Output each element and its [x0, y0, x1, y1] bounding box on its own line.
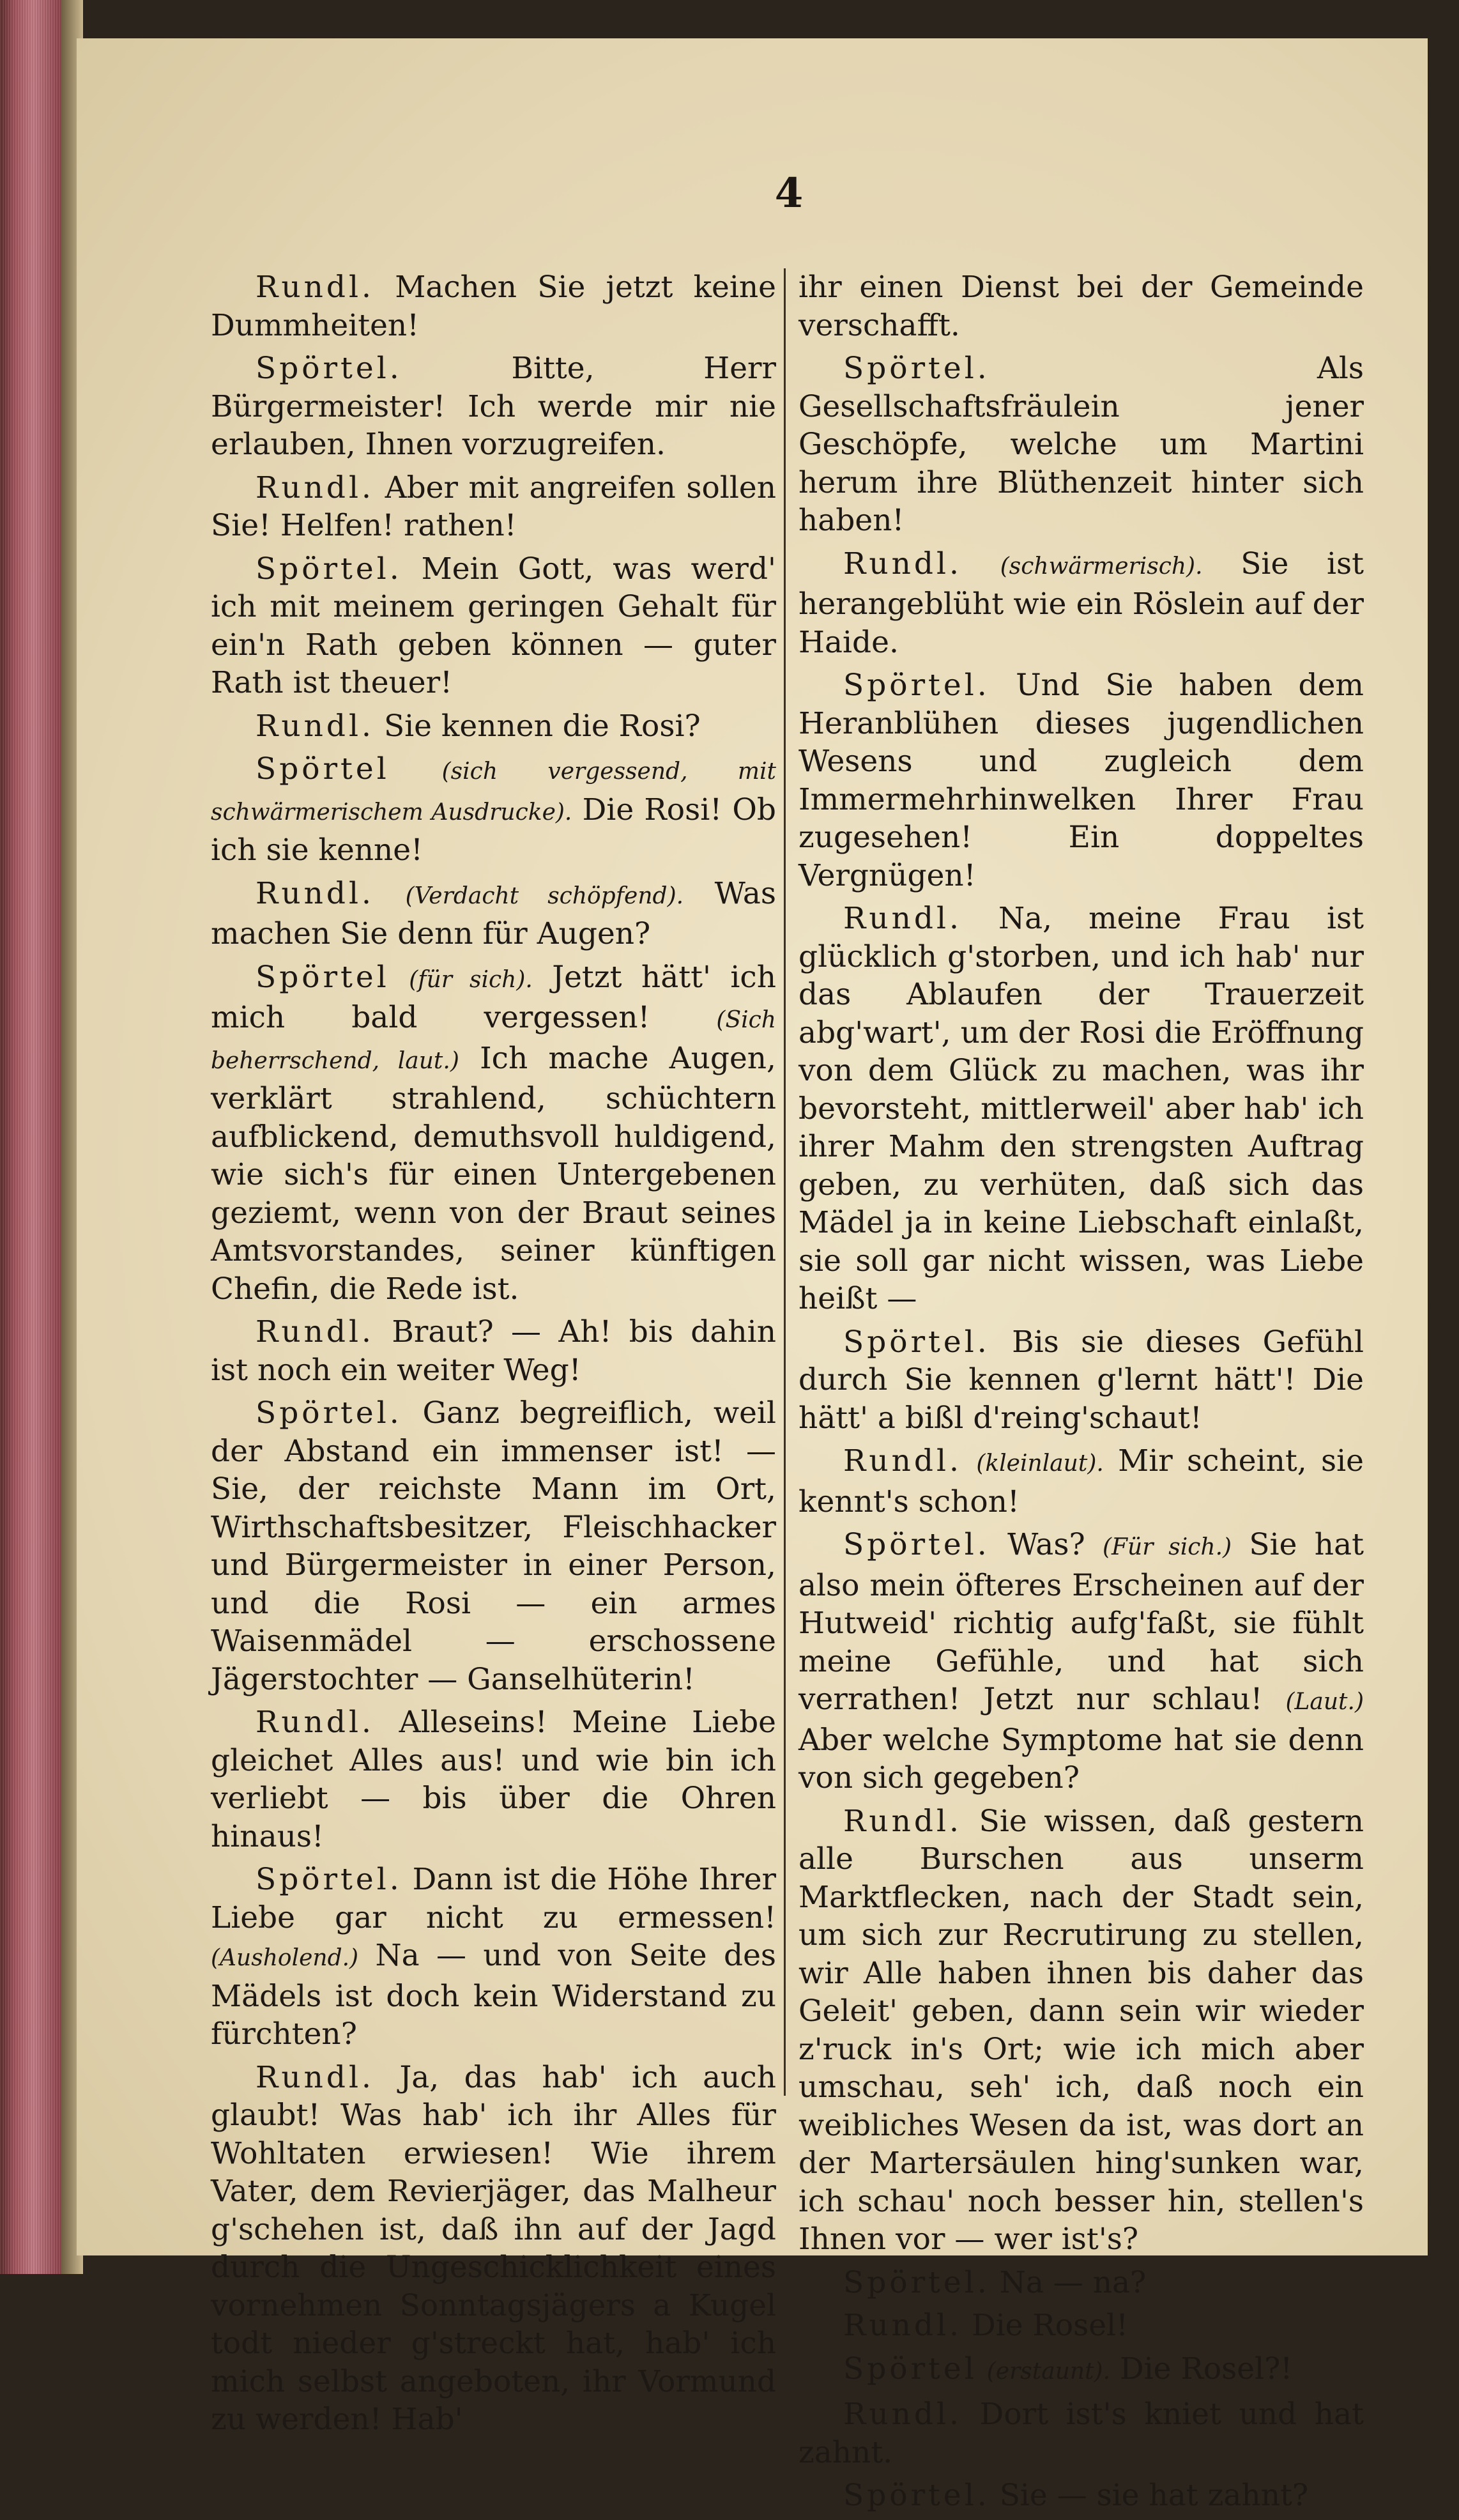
speaker-name: Spörtel.: [256, 351, 402, 386]
speech-paragraph: [211, 1394, 776, 1698]
dialogue-text: Na, meine Frau ist glücklich g'storben, und ich hab' nur das Ablaufen der Trauerzeit abg'wart', um der Rosi die Eröffnung von dem Glück zu machen, was ihr bevorsteht, mittlerweil' aber hab' ich ihrer Mahm den strengsten Auftrag geben, zu verhüten, daß sich das Mädel ja in keine Liebschaft einlaßt, sie soll gar nicht wissen, was Liebe heißt —: [798, 901, 1364, 1316]
speech-paragraph: [211, 350, 776, 464]
stage-direction: (Ausholend.): [211, 1945, 359, 1971]
speech-paragraph: [211, 1313, 776, 1389]
speech-paragraph: [211, 958, 776, 1309]
speech-paragraph: [798, 1526, 1364, 1797]
dialogue-text: Aber welche Symptome hat sie denn von sich gegeben?: [798, 1722, 1364, 1795]
dialogue-text: Als Gesellschaftsfräulein jener Geschöpfe, welche um Martini herum ihre Blüthenzeit hinter sich haben!: [798, 351, 1364, 538]
stage-direction: (Verdacht schöpfend).: [405, 882, 684, 909]
dialogue-text: ihr einen Dienst bei der Gemeinde verschafft.: [798, 270, 1364, 343]
dialogue-text: Sie ist herangeblüht wie ein Röslein auf der Haide.: [798, 546, 1364, 660]
speech-paragraph: [798, 545, 1364, 662]
speaker-name: Spörtel: [843, 2351, 977, 2386]
column-divider: [784, 268, 786, 2096]
speaker-name: Rundl.: [843, 546, 962, 581]
stage-direction: (erstaunt).: [986, 2358, 1111, 2385]
dialogue-text: Bitte, Herr Bürgermeister! Ich werde mir nie erlauben, Ihnen vorzugreifen.: [211, 351, 776, 462]
dialogue-text: Na — und von Seite des Mädels ist doch kein Widerstand zu fürchten?: [211, 1938, 776, 2052]
speech-paragraph: [211, 1861, 776, 2054]
speech-paragraph: [798, 1323, 1364, 1438]
speaker-name: Spörtel.: [256, 1862, 402, 1897]
speaker-name: Rundl.: [256, 270, 374, 305]
dialogue-text: Bis sie dieses Gefühl durch Sie kennen g'lernt hätt'! Die hätt' a bißl d'reing'schaut!: [798, 1324, 1364, 1436]
speaker-name: Rundl.: [256, 2059, 374, 2095]
dialogue-text: Jetzt hätt' ich mich bald vergessen!: [211, 959, 777, 1035]
dialogue-text: Was?: [1007, 1527, 1103, 1562]
speech-paragraph: [211, 1703, 776, 1855]
dialogue-text: Was machen Sie denn für Augen?: [211, 875, 776, 951]
speaker-name: Rundl.: [843, 2397, 962, 2432]
speaker-name: Rundl.: [843, 2308, 962, 2343]
speaker-name: Spörtel: [256, 959, 390, 995]
dialogue-text: Mir scheint, sie kennt's schon!: [798, 1443, 1364, 1519]
speech-paragraph: [211, 2059, 776, 2439]
speaker-name: Rundl.: [843, 1443, 962, 1479]
speaker-name: Rundl.: [256, 875, 374, 911]
dialogue-text: Ja, das hab' ich auch glaubt! Was hab' ich ihr Alles für Wohltaten erwiesen! Wie ihrem Vater, dem Revierjäger, das Malheur g'schehen ist, daß ihn auf der Jagd durch die Ungeschicklichkeit eines vornehmen Sonntagsjägers a Kugel todt nieder g'streckt hat, hab' ich mich selbst angeboten, ihr Vormund zu werden! Hab': [211, 2059, 776, 2437]
dialogue-text: Ganz begreiflich, weil der Abstand ein immenser ist! — Sie, der reichste Mann im Ort, Wirthschaftsbesitzer, Fleischhacker und Bürgermeister in einer Person, und die Rosi — ein armes Waisenmädel — erschossene Jägerstochter — Ganselhüterin!: [211, 1395, 776, 1697]
speech-paragraph: [798, 268, 1364, 344]
left-text-column: [211, 268, 776, 2444]
dialogue-text: Braut? — Ah! bis dahin ist noch ein weiter Weg!: [211, 1314, 776, 1388]
dialogue-text: Mein Gott, was werd' ich mit meinem geringen Gehalt für ein'n Rath geben können — guter Rath ist theuer!: [211, 551, 776, 700]
speaker-name: Spörtel.: [256, 551, 402, 587]
speaker-name: Spörtel.: [843, 2478, 990, 2513]
dialogue-text: Aber mit angreifen sollen Sie! Helfen! rathen!: [211, 470, 776, 543]
dialogue-text: Und Sie haben dem Heranblühen dieses jugendlichen Wesens und zugleich dem Immermehrhinwelken Ihrer Frau zugesehen! Ein doppeltes Vergnügen!: [798, 668, 1364, 893]
dialogue-text: Dort ist's kniet und hat zahnt.: [798, 2397, 1364, 2470]
stage-direction: (Sich beherrschend, laut.): [211, 1007, 776, 1074]
dialogue-text: Sie wissen, daß gestern alle Burschen aus unserm Marktflecken, nach der Stadt sein, um sich zur Recrutirung zu stellen, wir Alle haben ihnen bis daher das Geleit' geben, dann sein wir wieder z'ruck in's Ort; wie ich mich aber umschau, seh' ich, daß noch ein weibliches Wesen da ist, was dort an der Martersäulen hing'sunken war, ich schau' noch besser hin, stellen's Ihnen vor — wer ist's?: [798, 1803, 1364, 2257]
speaker-name: Spörtel.: [843, 351, 990, 386]
speaker-name: Spörtel.: [843, 668, 990, 703]
speech-paragraph: [211, 875, 776, 953]
speaker-name: Rundl.: [256, 1314, 374, 1349]
speech-paragraph: [211, 268, 776, 344]
speaker-name: Spörtel.: [256, 1395, 402, 1431]
speech-paragraph: [798, 350, 1364, 540]
dialogue-text: Sie kennen die Rosi?: [383, 708, 701, 744]
speaker-name: Rundl.: [843, 1803, 962, 1839]
speech-paragraph: [211, 707, 776, 746]
stage-direction: (kleinlaut).: [976, 1450, 1104, 1477]
speaker-name: Rundl.: [843, 901, 962, 936]
stage-direction: (Laut.): [1285, 1689, 1364, 1715]
speech-paragraph: [798, 666, 1364, 895]
dialogue-text: Die Rosi! Ob ich sie kenne!: [211, 792, 776, 868]
speech-paragraph: [798, 2395, 1364, 2471]
stage-direction: (für sich).: [409, 966, 533, 993]
speaker-name: Spörtel.: [843, 2264, 990, 2300]
dialogue-text: Ich mache Augen, verklärt strahlend, schüchtern aufblickend, demuthsvoll huldigend, wie sich's für einen Untergebenen geziemt, wenn von der Braut seines Amtsvorstandes, seiner künftigen Chefin, die Rede ist.: [211, 1040, 776, 1307]
dialogue-text: Machen Sie jetzt keine Dummheiten!: [211, 270, 776, 343]
speaker-name: Spörtel: [256, 751, 390, 787]
dialogue-text: Na — na?: [999, 2264, 1147, 2300]
speech-paragraph: [211, 469, 776, 545]
stage-direction: (schwärmerisch).: [1000, 553, 1203, 580]
right-text-column: [798, 268, 1364, 2520]
speech-paragraph: [798, 900, 1364, 1318]
speaker-name: Rundl.: [256, 1705, 374, 1740]
stage-direction: (Für sich.): [1102, 1534, 1232, 1560]
dialogue-text: Alleseins! Meine Liebe gleichet Alles aus! und wie bin ich verliebt — bis über die Ohren hinaus!: [211, 1705, 776, 1854]
dialogue-text: Die Rosel?!: [1110, 2351, 1293, 2386]
speech-paragraph: [798, 1442, 1364, 1521]
dialogue-text: Die Rosel!: [971, 2308, 1128, 2343]
speech-paragraph: [211, 750, 776, 870]
speaker-name: Rundl.: [256, 708, 374, 744]
speech-paragraph: [798, 2307, 1364, 2345]
speaker-name: Spörtel.: [843, 1527, 990, 1562]
dialogue-text: Dann ist die Höhe Ihrer Liebe gar nicht zu ermessen!: [211, 1862, 776, 1935]
speech-paragraph: [798, 2264, 1364, 2302]
speech-paragraph: [798, 2350, 1364, 2391]
speaker-name: Rundl.: [256, 470, 374, 505]
stage-direction: (sich vergessend, mit schwärmerischem Ausdrucke).: [211, 758, 776, 826]
page-number: 4: [774, 169, 804, 217]
speaker-name: Spörtel.: [843, 1324, 990, 1360]
speech-paragraph: [798, 1802, 1364, 2259]
speech-paragraph: [211, 550, 776, 702]
book-page-edges: [0, 0, 61, 2274]
dialogue-text: Sie hat also mein öfteres Erscheinen auf der Hutweid' richtig aufg'faßt, sie fühlt meine Gefühle, und hat sich verrathen! Jetzt nur schlau!: [798, 1527, 1364, 1717]
speech-paragraph: [798, 2477, 1364, 2515]
dialogue-text: Sie — sie hat zahnt?: [999, 2478, 1309, 2513]
